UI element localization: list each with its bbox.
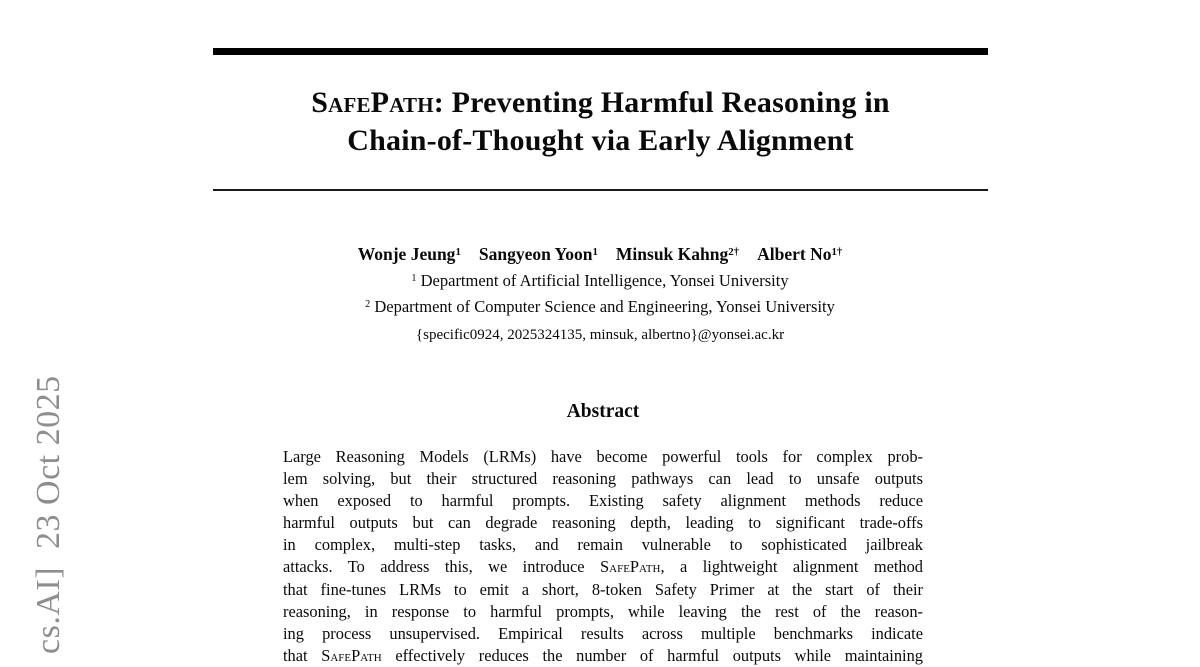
- paper-title-line2: Chain-of-Thought via Early Alignment: [347, 124, 854, 157]
- abstract-line: lem solving, but their structured reasoning pathways can lead to unsafe outputs: [283, 469, 923, 489]
- paper-title: [213, 84, 988, 160]
- abstract-line: Large Reasoning Models (LRMs) have become powerful tools for complex prob-: [283, 447, 923, 466]
- abstract-heading: Abstract: [566, 401, 640, 422]
- abstract-line: that fine-tunes LRMs to emit a short, 8-token Safety Primer at the start of their: [283, 579, 923, 599]
- abstract-line: reasoning, in response to harmful prompts, while leaving the rest of the reason-: [283, 601, 923, 621]
- paper-title-line1: SafePath: Preventing Harmful Reasoning in: [311, 86, 890, 119]
- abstract-line: attacks. To address this, we introduce SafePath, a lightweight alignment method: [283, 557, 923, 577]
- abstract-text: [283, 446, 923, 667]
- abstract-line: harmful outputs but can degrade reasoning depth, leading to significant trade-offs: [283, 513, 923, 533]
- abstract-line: ing process unsupervised. Empirical results across multiple benchmarks indicate: [283, 623, 923, 643]
- affiliations: [150, 270, 1050, 321]
- author-name: Minsuk Kahng$^{2\dagger}$: [615, 244, 740, 264]
- abstract-line: when exposed to harmful prompts. Existing safety alignment methods reduce: [283, 491, 923, 511]
- abstract-line: that SafePath effectively reduces the number of harmful outputs while maintaining: [283, 645, 923, 665]
- authors-line: [150, 244, 1050, 265]
- abstract-line: in complex, multi-step tasks, and remain vulnerable to sophisticated jailbreak: [283, 535, 923, 555]
- affiliation-line: $^2$ Department of Computer Science and Engineering, Yonsei University: [365, 296, 835, 316]
- author-name: Sangyeon Yoon$^1$: [478, 244, 598, 264]
- title-divider-top: [213, 48, 988, 55]
- author-name: Albert $No^{1\dagger}$: [757, 244, 843, 264]
- author-name: Wonje Jeung$^1$: [357, 244, 461, 264]
- affiliation-line: $^1$ Department of Artificial Intelligence, Yonsei University: [411, 271, 789, 290]
- email-line: {specific0924, 2025324135, minsuk, albertno}@yonsei.ac.kr: [415, 327, 785, 343]
- title-divider-bottom: [213, 189, 988, 191]
- arxiv-watermark: cs.AI] 23 Oct 2025: [30, 375, 67, 654]
